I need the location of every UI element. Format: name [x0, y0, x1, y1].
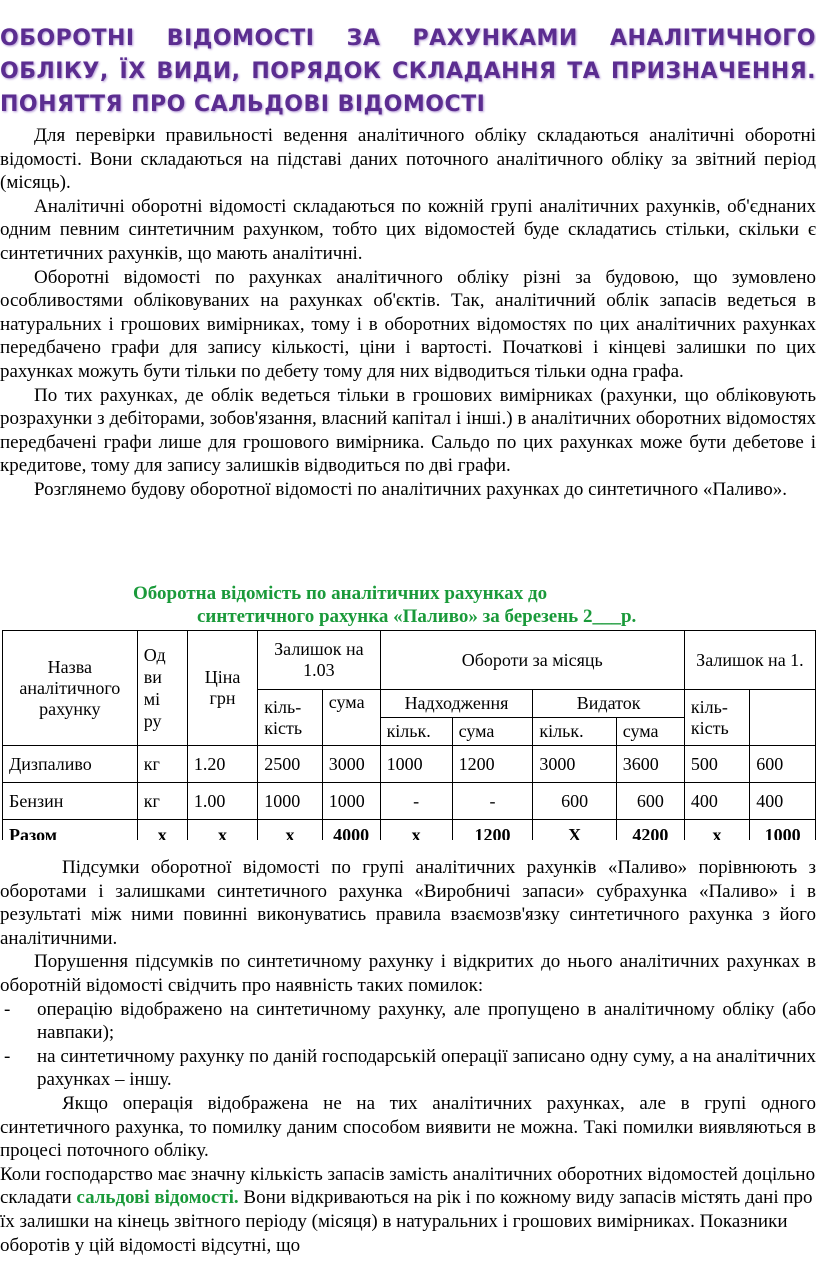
cell-name: Разом [3, 820, 138, 841]
cell-open-qty: х [258, 820, 323, 841]
table-total-row [3, 820, 816, 841]
turnover-table [2, 630, 816, 840]
header-unit: Од ви мі ру [137, 631, 187, 746]
header-closing-qty: кіль-кість [684, 690, 749, 746]
paragraph: Порушення підсумків по синтетичному рахунку і відкритих до нього аналітичних рахунках в оборотній відомості свідчить про наявність таких помилок: [0, 951, 816, 996]
header-opening-qty: кіль-кість [258, 690, 323, 746]
list-item [0, 1045, 816, 1092]
table-viewport [0, 630, 816, 840]
cell-in-qty: - [380, 783, 452, 820]
cell-out-qty: 3000 [533, 746, 616, 783]
cell-in-sum: 1200 [452, 746, 533, 783]
header-price: Ціна грн [187, 631, 257, 746]
error-list [0, 998, 816, 1092]
cell-in-sum: 1200 [452, 820, 533, 841]
cell-close-qty: 400 [684, 783, 749, 820]
table-row [3, 783, 816, 820]
cell-price: х [187, 820, 257, 841]
header-opening-balance: Залишок на 1.03 [258, 631, 380, 690]
list-marker: - [4, 1045, 11, 1067]
table-caption-line-1: Оборотна відомість по аналітичних рахунках до [133, 583, 548, 604]
paragraph: Для перевірки правильності ведення аналітичного обліку складаються аналітичні оборотні відомості. Вони складаються на підставі даних поточного аналітичного обліку за звітний період (місяць). [0, 125, 816, 194]
cell-price: 1.20 [187, 746, 257, 783]
paragraph-text: Коли господарство має значну кількість запасів замість аналітичних оборотних відомостей доцільно складати [0, 1163, 816, 1209]
cell-unit: кг [137, 783, 187, 820]
cell-out-sum: 600 [616, 783, 684, 820]
header-receipt-sum: сума [452, 718, 533, 746]
cell-out-qty: 600 [533, 783, 616, 820]
title-line-3: ПОНЯТТЯ ПРО САЛЬДОВІ ВІДОМОСТІ [0, 92, 486, 117]
paragraph: Підсумки оборотної відомості по групі аналітичних рахунків «Паливо» порівнюють з оборотами і залишками синтетичного рахунка «Виробничі запаси» субрахунка «Паливо» і в результаті між ними повинні виконуватись правила взаємозв'язку синтетичного рахунка з його аналітичними. [0, 857, 816, 949]
cell-close-sum: 400 [750, 783, 816, 820]
cell-open-sum: 1000 [322, 783, 380, 820]
paragraph: Оборотні відомості по рахунках аналітичного обліку різні за будовою, що зумовлено особливостями обліковуваних на рахунках об'єктів. Так, аналітичний облік запасів ведеться в натуральних і грошових вимірниках, тому і в оборотних відомостях по цих аналітичних рахунках передбачено графи для запису кількості, ціни і вартості. Початкові і кінцеві залишки по цих рахунках можуть бути тільки по дебету тому для них відводиться тільки одна графа. [0, 266, 816, 382]
cell-close-qty: х [684, 820, 749, 841]
cell-name: Дизпаливо [3, 746, 138, 783]
list-item-text: на синтетичному рахунку по даній господарській операції записано одну суму, а на аналітичних рахунках – іншу. [37, 1045, 816, 1091]
intro-text [0, 124, 816, 502]
paragraph [0, 1163, 816, 1257]
cell-in-qty: 1000 [380, 746, 452, 783]
cell-out-sum: 4200 [616, 820, 684, 841]
list-marker: - [4, 998, 11, 1020]
cell-out-sum: 3600 [616, 746, 684, 783]
cell-in-qty: х [380, 820, 452, 841]
cell-close-qty: 500 [684, 746, 749, 783]
list-item-text: операцію відображено на синтетичному рахунку, але пропущено в аналітичному обліку (або навпаки); [37, 998, 816, 1044]
title-line-2: ОБЛІКУ, ЇХ ВИДИ, ПОРЯДОК СКЛАДАННЯ ТА ПРИЗНАЧЕННЯ. [0, 59, 816, 84]
title-line-1: ОБОРОТНІ ВІДОМОСТІ ЗА РАХУНКАМИ АНАЛІТИЧНОГО [0, 26, 816, 51]
header-opening-sum: сума [322, 690, 380, 746]
cell-close-sum: 600 [750, 746, 816, 783]
paragraph: Аналітичні оборотні відомості складаються по кожній групі аналітичних рахунків, об'єднаних одним певним синтетичним рахунком, тобто цих відомостей буде складатись стільки, скільки є синтетичних рахунків, що мають аналітичні. [0, 195, 816, 264]
paragraph: По тих рахунках, де облік ведеться тільки в грошових вимірниках (рахунки, що обліковують розрахунки з дебіторами, зобов'язання, власний капітал і інші.) в аналітичних оборотних відомостях передбачені графи лише для грошового вимірника. Сальдо по цих рахунках може бути дебетове і кредитове, тому для запису залишків відводиться по дві графи. [0, 384, 816, 477]
cell-unit: кг [137, 746, 187, 783]
cell-close-sum: 1000 [750, 820, 816, 841]
header-receipt: Надходження [380, 690, 533, 718]
list-item [0, 998, 816, 1045]
header-closing-balance: Залишок на 1. [684, 631, 815, 690]
highlight-term: сальдові відомості. [76, 1187, 239, 1209]
cell-open-qty: 1000 [258, 783, 323, 820]
table-caption-line-2: синтетичного рахунка «Паливо» за березень 2___р. [197, 606, 637, 627]
paragraph: Розглянемо будову оборотної відомості по аналітичних рахунках до синтетичного «Паливо». [34, 478, 787, 500]
cell-open-sum: 3000 [322, 746, 380, 783]
header-expense-qty: кільк. [533, 718, 616, 746]
header-turnover: Обороти за місяць [380, 631, 684, 690]
cell-out-qty: Х [533, 820, 616, 841]
cell-open-qty: 2500 [258, 746, 323, 783]
conclusion-text [0, 856, 816, 1257]
cell-open-sum: 4000 [322, 820, 380, 841]
cell-in-sum: - [452, 783, 533, 820]
paragraph: Якщо операція відображена не на тих аналітичних рахунках, але в групі одного синтетичного рахунка, то помилку даним способом виявити не можна. Такі помилки виявляються в процесі поточного обліку. [0, 1092, 816, 1162]
table-row [3, 746, 816, 783]
paragraph-text: Вони відкриваються на рік і по кожному виду запасів містять дані про їх залишки на кінець звітного періоду (місяця) в натуральних і грошових вимірниках. Показники оборотів у цій відомості відсутні, що [0, 1187, 813, 1256]
header-closing-sum [750, 690, 816, 746]
header-expense: Видаток [533, 690, 684, 718]
header-name: Назва аналітичного рахунку [3, 631, 138, 746]
cell-price: 1.00 [187, 783, 257, 820]
cell-name: Бензин [3, 783, 138, 820]
cell-unit: х [137, 820, 187, 841]
header-receipt-qty: кільк. [380, 718, 452, 746]
header-expense-sum: сума [616, 718, 684, 746]
